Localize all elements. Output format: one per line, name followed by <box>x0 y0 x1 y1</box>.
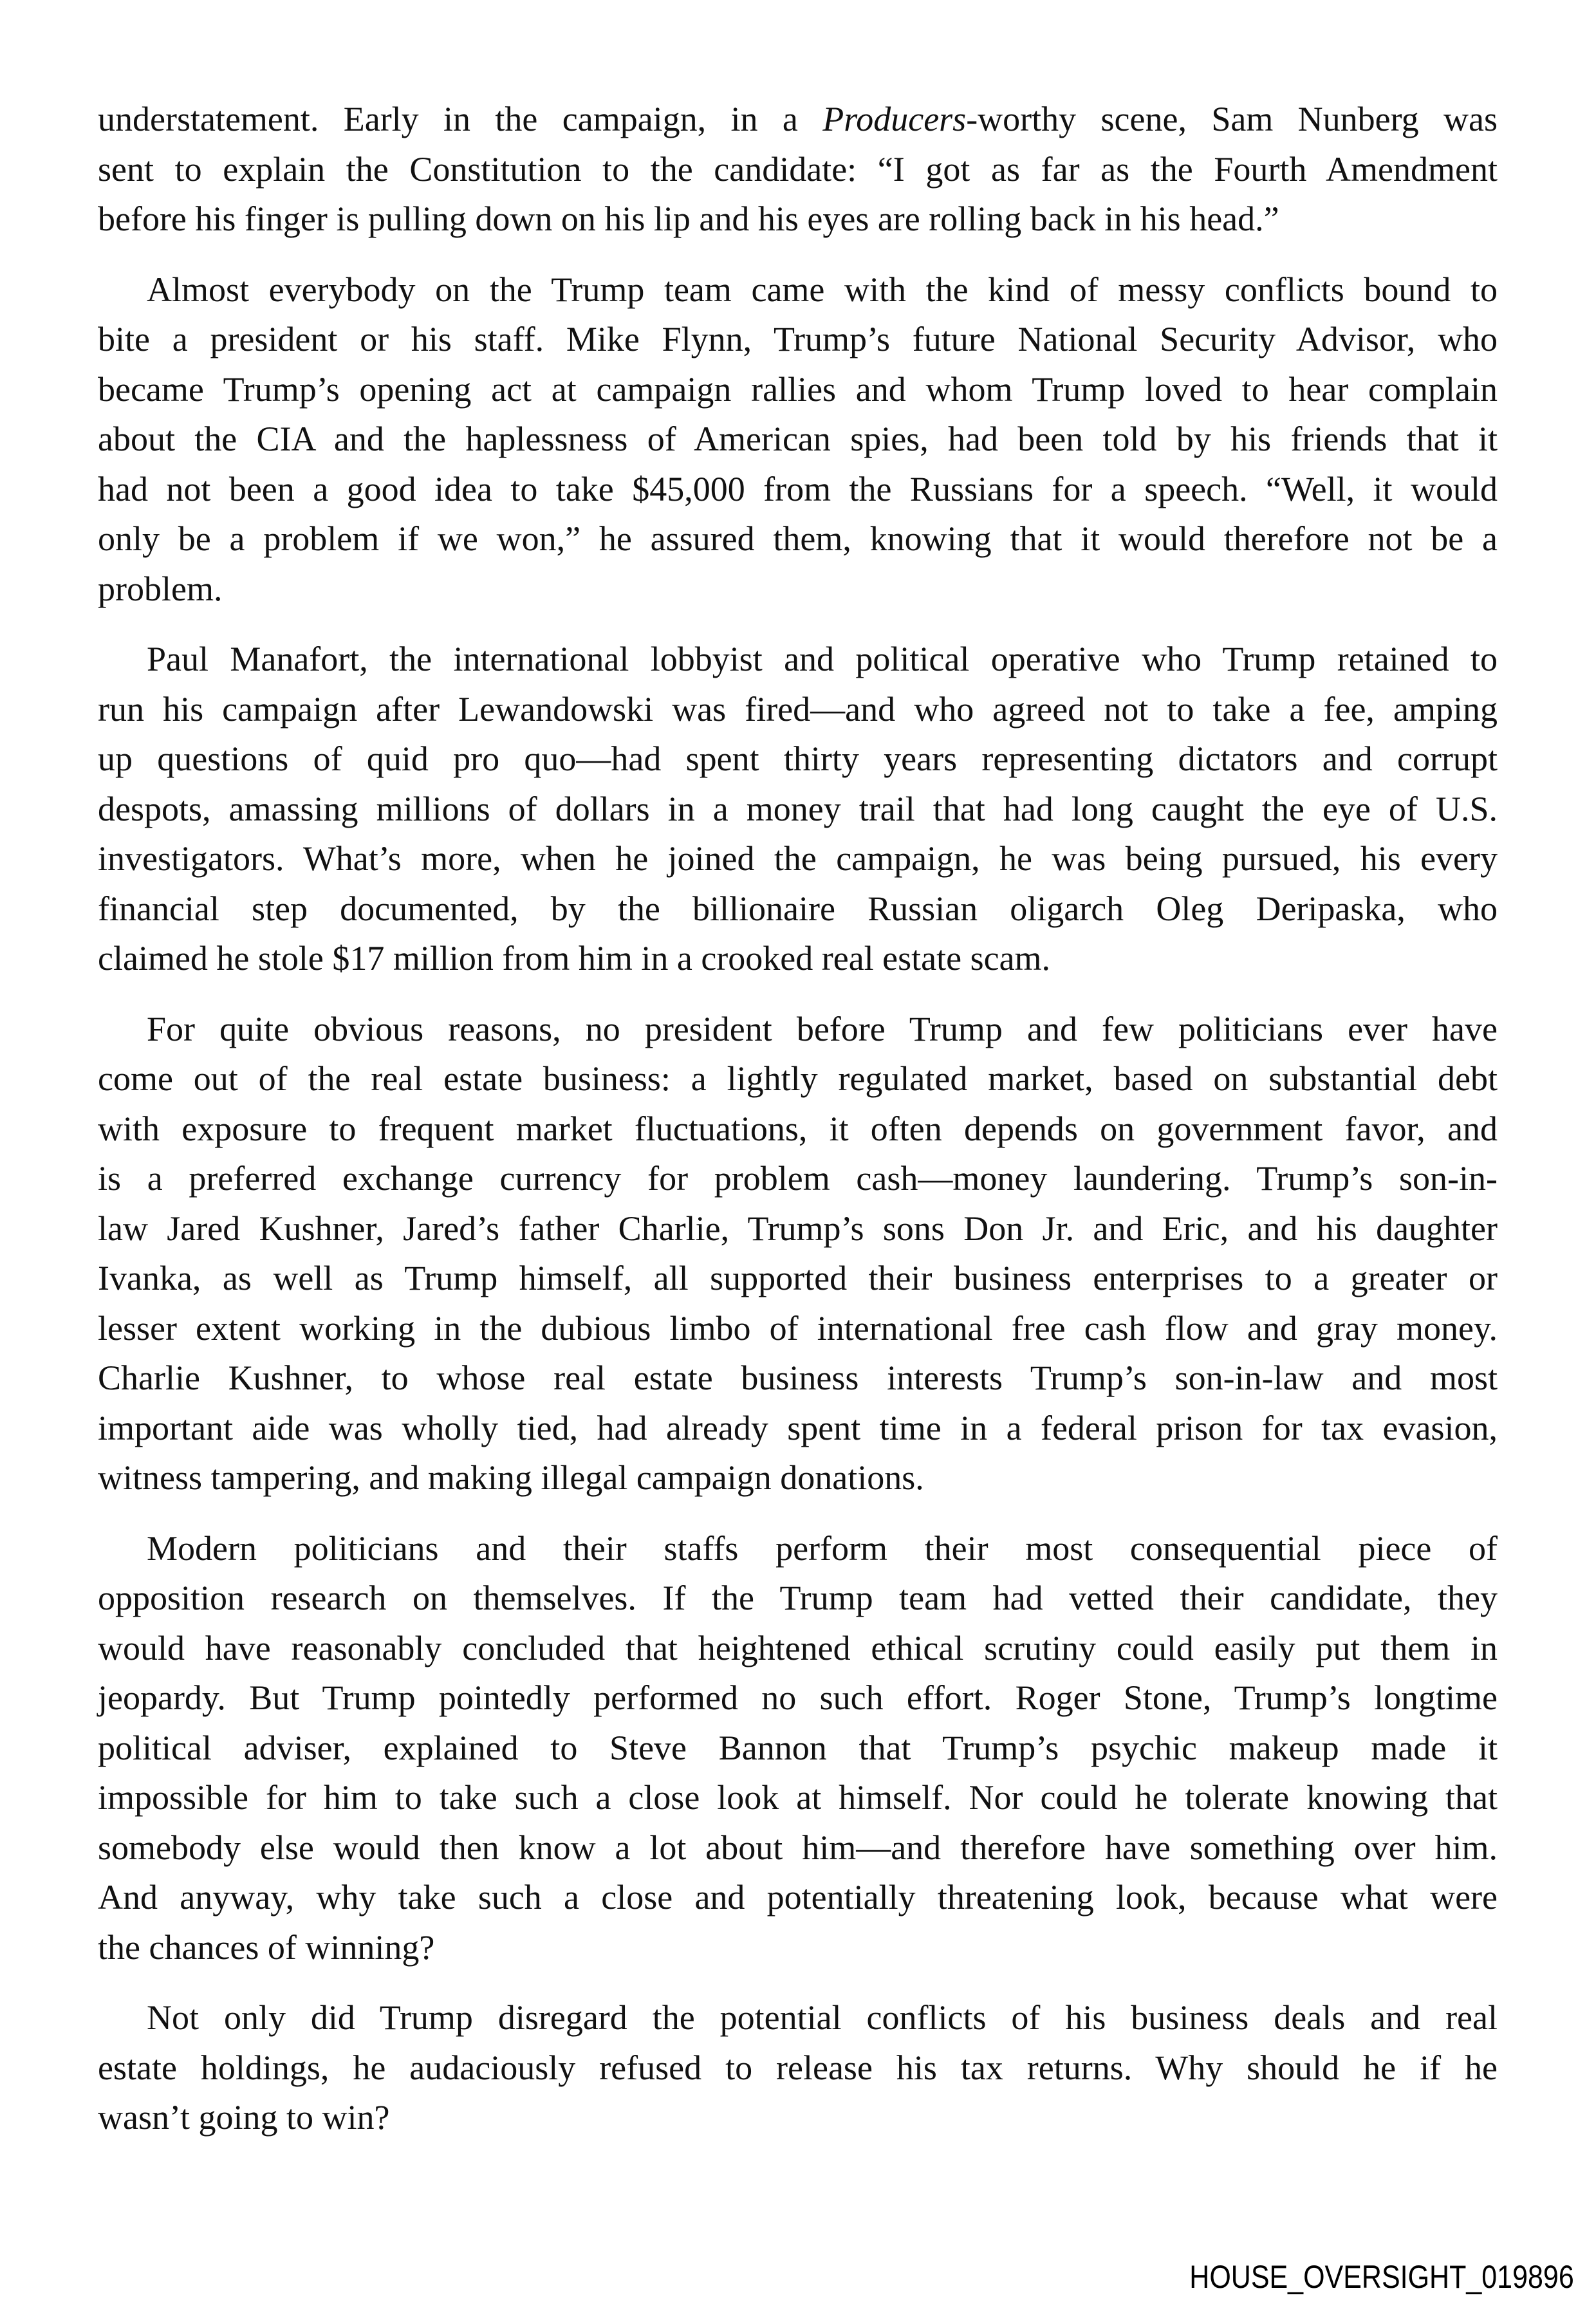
text-line: had not been a good idea to take $45,000 from the Russians for a speech. “Well, it would <box>98 469 1498 508</box>
text-line: For quite obvious reasons, no president before Trump and few politicians ever have <box>147 1009 1498 1048</box>
text-line: somebody else would then know a lot about him—and therefore have something over him. <box>98 1828 1498 1867</box>
text-line: Not only did Trump disregard the potential conflicts of his business deals and real <box>147 1998 1498 2037</box>
text-line: estate holdings, he audaciously refused to release his tax returns. Why should he if he <box>98 2048 1498 2087</box>
text-line: come out of the real estate business: a lightly regulated market, based on substantial debt <box>98 1059 1498 1098</box>
paragraph-5 <box>98 1524 1498 1973</box>
text-line: opposition research on themselves. If the Trump team had vetted their candidate, they <box>98 1579 1498 1617</box>
text-line: became Trump’s opening act at campaign rallies and whom Trump loved to hear complain <box>98 369 1498 409</box>
text-line: Charlie Kushner, to whose real estate business interests Trump’s son-in-law and most <box>98 1359 1498 1397</box>
text-line: the chances of winning? <box>98 1927 435 1967</box>
text-line: lesser extent working in the dubious limbo of international free cash flow and gray money. <box>98 1308 1498 1348</box>
text-line: financial step documented, by the billionaire Russian oligarch Oleg Deripaska, who <box>98 889 1498 928</box>
text-line: about the CIA and the haplessness of American spies, had been told by his friends that it <box>98 420 1498 458</box>
body-text <box>98 95 1498 2164</box>
text-line: problem. <box>98 569 223 608</box>
text-line: would have reasonably concluded that heightened ethical scrutiny could easily put them in <box>98 1628 1498 1667</box>
text-line: claimed he stole $17 million from him in a crooked real estate scam. <box>98 939 1051 978</box>
text-line: jeopardy. But Trump pointedly performed no such effort. Roger Stone, Trump’s longtime <box>98 1678 1498 1717</box>
text-line: up questions of quid pro quo—had spent thirty years representing dictators and corrupt <box>98 739 1498 778</box>
text-line: run his campaign after Lewandowski was fired—and who agreed not to take a fee, amping <box>98 689 1498 729</box>
text-line: before his finger is pulling down on his lip and his eyes are rolling back in his head.” <box>98 200 1279 238</box>
text-line: only be a problem if we won,” he assured them, knowing that it would therefore not be a <box>98 519 1498 558</box>
text-segment: understatement. Early in the campaign, in a <box>98 100 823 138</box>
text-line: Modern politicians and their staffs perform their most consequential piece of <box>147 1528 1498 1568</box>
text-line: political adviser, explained to Steve Bannon that Trump’s psychic makeup made it <box>98 1728 1498 1767</box>
paragraph-6 <box>98 1993 1498 2143</box>
paragraph-1 <box>98 95 1498 245</box>
paragraph-4 <box>98 1005 1498 1503</box>
text-line: bite a president or his staff. Mike Flynn, Trump’s future National Security Advisor, who <box>98 320 1498 358</box>
text-line: law Jared Kushner, Jared’s father Charlie, Trump’s sons Don Jr. and Eric, and his daughter <box>98 1209 1498 1248</box>
text-segment: -worthy scene, Sam Nunberg was <box>966 100 1498 138</box>
text-line: sent to explain the Constitution to the candidate: “I got as far as the Fourth Amendment <box>98 149 1498 189</box>
text-line <box>98 95 1498 145</box>
paragraph-3 <box>98 635 1498 984</box>
text-line: Paul Manafort, the international lobbyist and political operative who Trump retained to <box>147 640 1498 678</box>
paragraph-2 <box>98 265 1498 615</box>
text-line: with exposure to frequent market fluctuations, it often depends on government favor, and <box>98 1109 1498 1148</box>
text-line: Ivanka, as well as Trump himself, all supported their business enterprises to a greater or <box>98 1259 1498 1297</box>
text-line: investigators. What’s more, when he joined the campaign, he was being pursued, his every <box>98 839 1498 878</box>
text-line: important aide was wholly tied, had already spent time in a federal prison for tax evasion, <box>98 1408 1498 1447</box>
italic-title-producers: Producers <box>822 100 967 138</box>
text-line: witness tampering, and making illegal campaign donations. <box>98 1458 924 1497</box>
text-line: wasn’t going to win? <box>98 2098 390 2137</box>
text-line: despots, amassing millions of dollars in a money trail that had long caught the eye of U.S. <box>98 789 1498 828</box>
text-line: And anyway, why take such a close and potentially threatening look, because what were <box>98 1878 1498 1917</box>
bates-number: HOUSE_OVERSIGHT_019896 <box>1189 2259 1574 2295</box>
text-line: Almost everybody on the Trump team came with the kind of messy conflicts bound to <box>147 270 1498 309</box>
text-line: impossible for him to take such a close look at himself. Nor could he tolerate knowing that <box>98 1778 1498 1817</box>
text-line: is a preferred exchange currency for problem cash—money laundering. Trump’s son-in- <box>98 1159 1498 1198</box>
